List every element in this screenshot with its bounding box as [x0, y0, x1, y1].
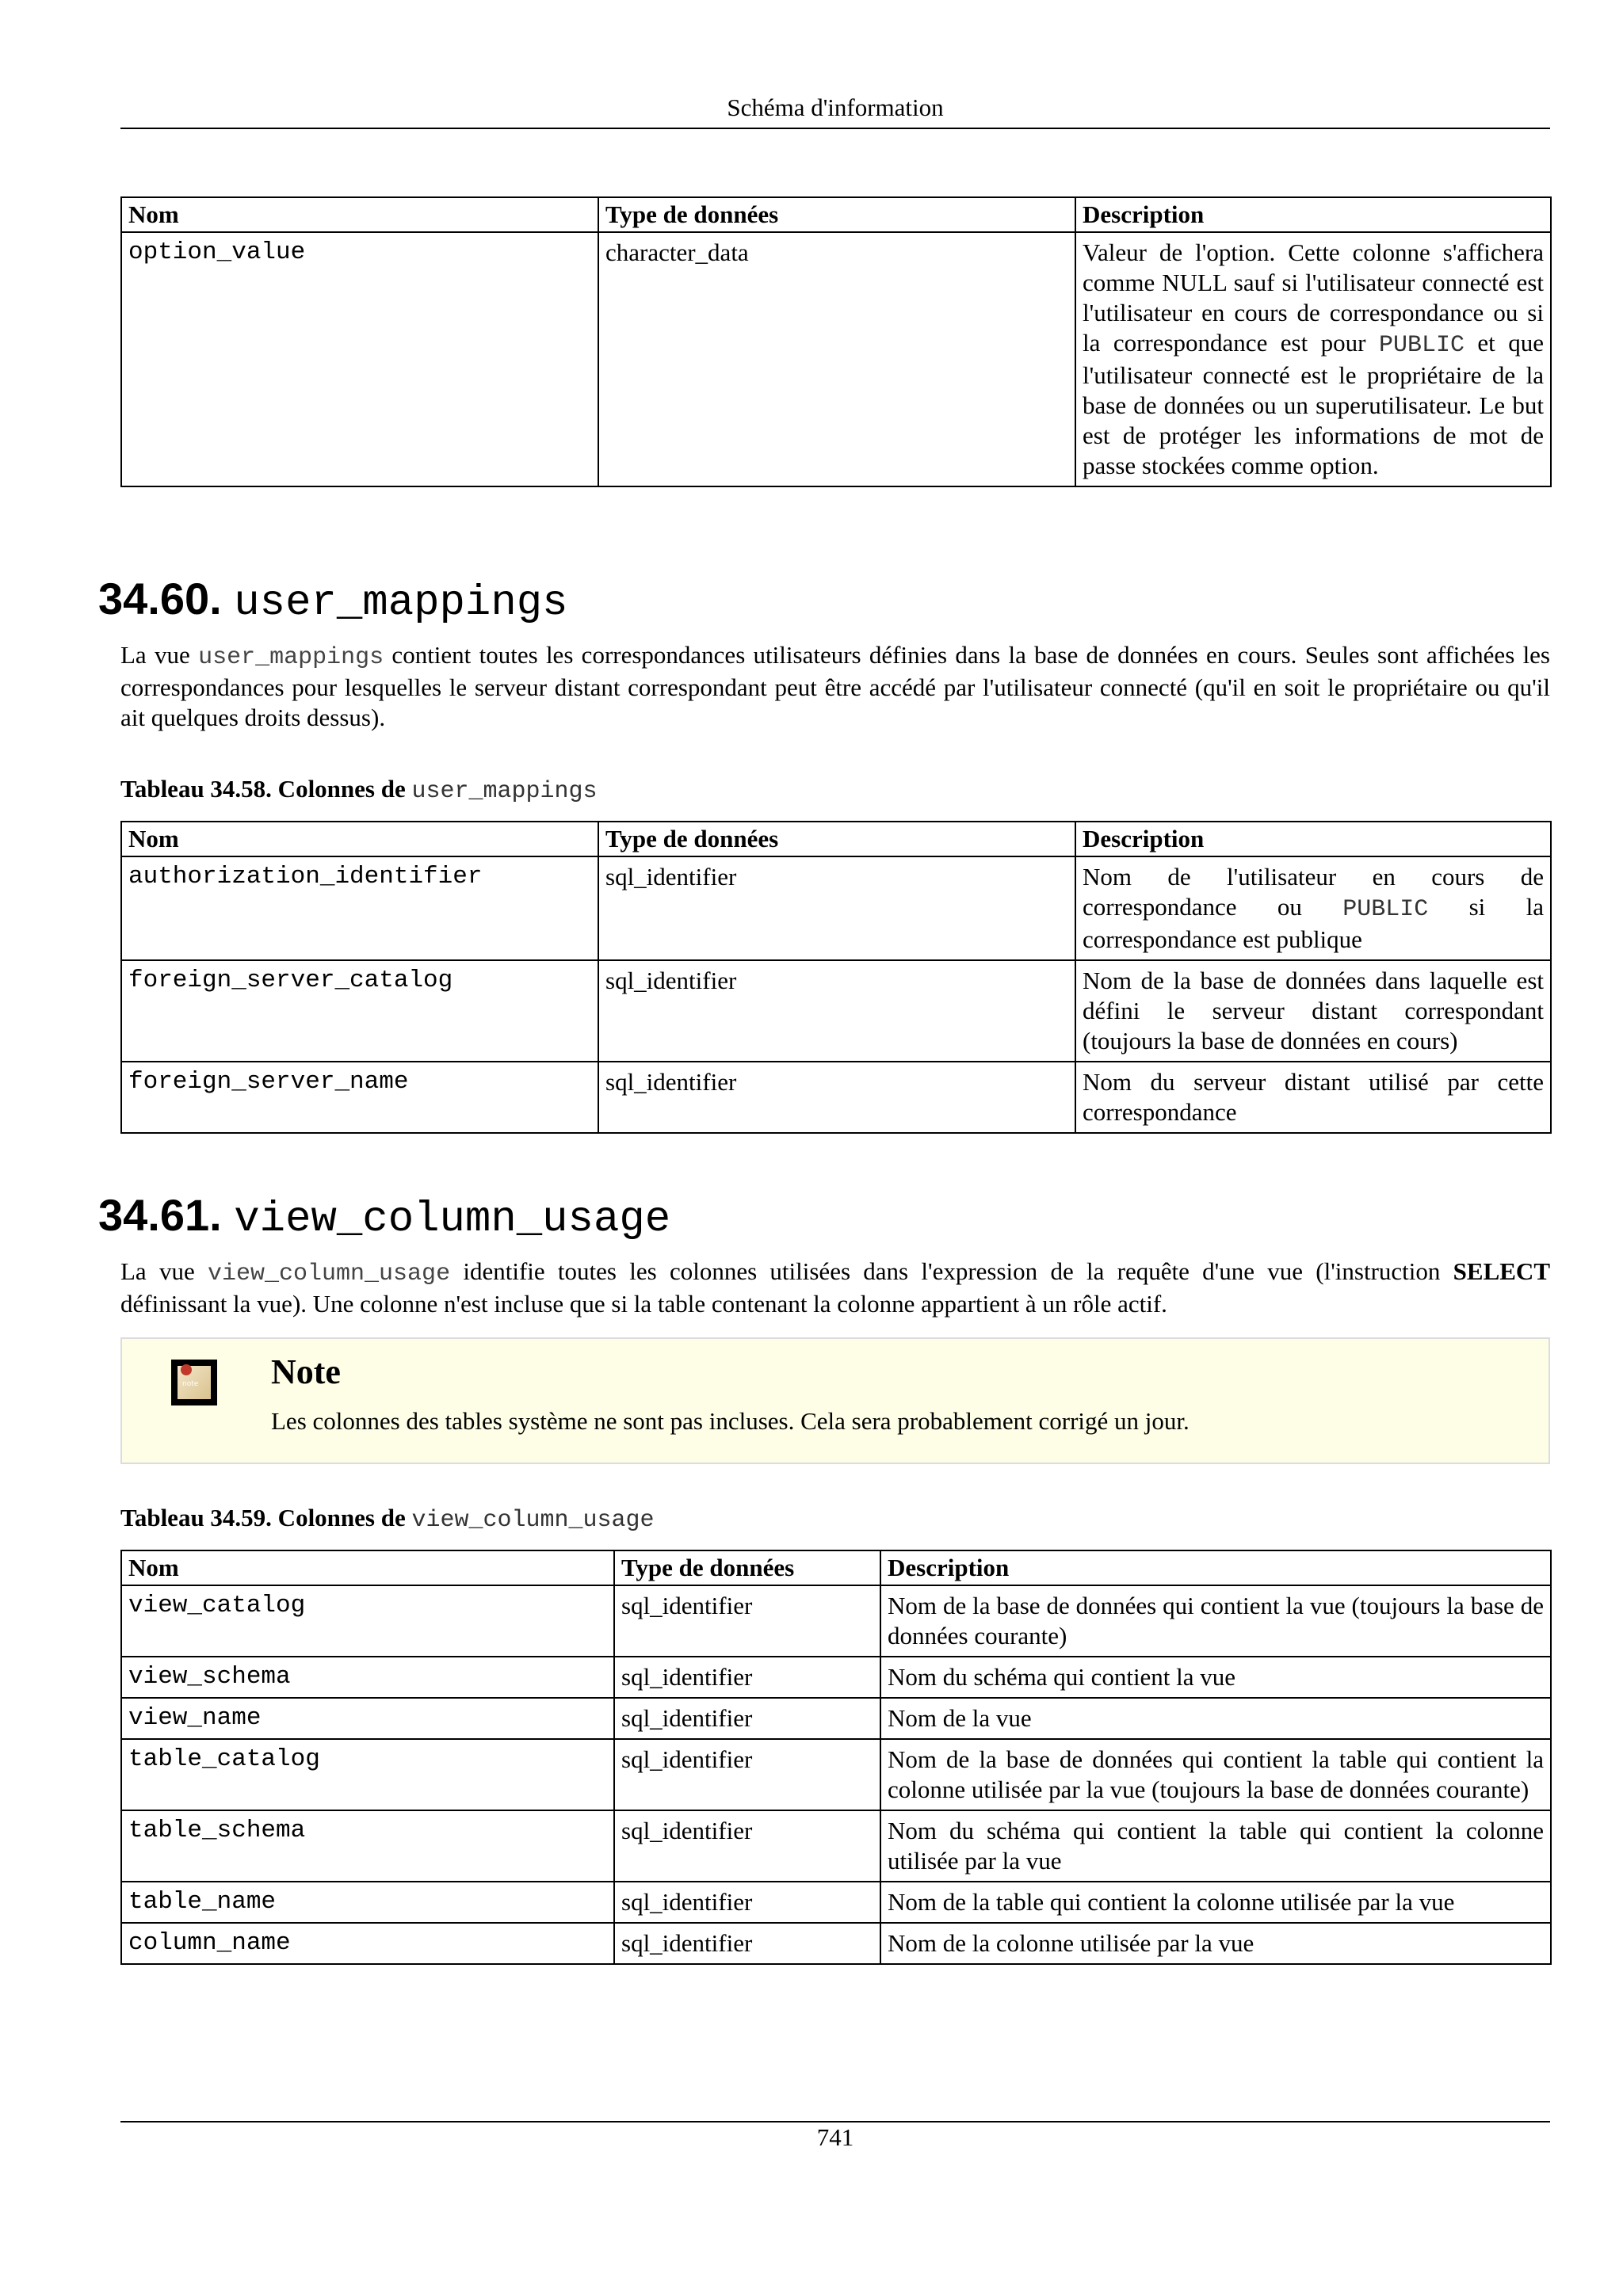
desc-text: Valeur de l'option. Cette colonne s'affichera comme NULL sauf si l'utilisateur connecté est l'utilisateur en cours de correspondance ou si la correspondance est pour — [1083, 238, 1544, 357]
caption-code: user_mappings — [411, 778, 598, 805]
desc-code: PUBLIC — [1342, 896, 1429, 923]
desc-text: et que l'utilisateur connecté est le propriétaire de la base de données ou un superutilisateur. Le but est de protéger les informations de mot de passe stockées comme option. — [1083, 329, 1544, 479]
user-mappings-table — [120, 821, 1552, 1134]
intro-text: contient toutes les correspondances utilisateurs définies dans la base de données en cours. Seules sont affichées les correspondances pour lesquelles le serveur distant correspondant peut être accédé par l'utilisateur connecté (qu'il en soit le propriétaire ou qu'il ait quelques droits dessus). — [120, 641, 1550, 731]
cell-description: Nom du schéma qui contient la vue — [880, 1657, 1551, 1698]
cell-name: table_catalog — [121, 1739, 614, 1810]
intro-text: définissant la vue). Une colonne n'est incluse que si la table contenant la colonne appartient à un rôle actif. — [120, 1290, 1167, 1318]
section-number: 34.61. — [98, 1190, 222, 1240]
cell-name: foreign_server_catalog — [121, 960, 598, 1062]
cell-description: Nom de la table qui contient la colonne utilisée par la vue — [880, 1882, 1551, 1923]
footer-rule — [120, 2121, 1550, 2122]
table-header-row — [121, 1550, 1551, 1585]
cell-name: view_name — [121, 1698, 614, 1739]
cell-description: Nom du schéma qui contient la table qui contient la colonne utilisée par la vue — [880, 1810, 1551, 1882]
cell-description — [1075, 856, 1551, 960]
desc-text: si la correspondance est publique — [1083, 893, 1544, 953]
caption-code: view_column_usage — [411, 1507, 655, 1534]
table-header-row — [121, 822, 1551, 856]
table-row — [121, 232, 1551, 486]
cell-type: sql_identifier — [598, 856, 1075, 960]
cell-type: sql_identifier — [598, 960, 1075, 1062]
header-rule — [120, 128, 1550, 129]
col-header-name: Nom — [121, 1550, 614, 1585]
cell-type: sql_identifier — [598, 1062, 1075, 1133]
cell-description: Nom de la base de données qui contient la vue (toujours la base de données courante) — [880, 1585, 1551, 1657]
table-row — [121, 1923, 1551, 1964]
note-text: Les colonnes des tables système ne sont pas incluses. Cela sera probablement corrigé un jour. — [271, 1407, 1190, 1435]
intro-keyword: SELECT — [1453, 1257, 1550, 1285]
section-number: 34.60. — [98, 574, 222, 624]
col-header-description: Description — [880, 1550, 1551, 1585]
cell-type: sql_identifier — [614, 1882, 880, 1923]
cell-name: foreign_server_name — [121, 1062, 598, 1133]
cell-name: view_schema — [121, 1657, 614, 1698]
table-row — [121, 1882, 1551, 1923]
note-icon-label: note — [182, 1380, 199, 1388]
table-row — [121, 1810, 1551, 1882]
intro-code: view_column_usage — [208, 1261, 451, 1287]
col-header-name: Nom — [121, 822, 598, 856]
top-table — [120, 196, 1552, 487]
intro-text: La vue — [120, 641, 199, 669]
table-row — [121, 1739, 1551, 1810]
col-header-type: Type de données — [598, 822, 1075, 856]
cell-type: sql_identifier — [614, 1585, 880, 1657]
intro-code: user_mappings — [198, 644, 384, 671]
table-row — [121, 1657, 1551, 1698]
table-header-row — [121, 197, 1551, 232]
cell-type: character_data — [598, 232, 1075, 486]
view-column-usage-table — [120, 1550, 1552, 1965]
note-pin-shape — [181, 1364, 192, 1375]
table-row — [121, 856, 1551, 960]
intro-text: La vue — [120, 1257, 208, 1285]
caption-label: Tableau 34.59. Colonnes de — [120, 1504, 412, 1531]
table-row — [121, 1698, 1551, 1739]
cell-type: sql_identifier — [614, 1810, 880, 1882]
intro-text: identifie toutes les colonnes utilisées dans l'expression de la requête d'une vue (l'instruction — [450, 1257, 1453, 1285]
section-table-name: view_column_usage — [234, 1196, 671, 1244]
section-heading-34-61 — [98, 1190, 670, 1245]
desc-text: Nom de l'utilisateur en cours de correspondance ou — [1083, 863, 1544, 921]
col-header-name: Nom — [121, 197, 598, 232]
col-header-type: Type de données — [614, 1550, 880, 1585]
cell-type: sql_identifier — [614, 1923, 880, 1964]
col-header-description: Description — [1075, 822, 1551, 856]
table-row — [121, 1062, 1551, 1133]
cell-name: view_catalog — [121, 1585, 614, 1657]
cell-name: authorization_identifier — [121, 856, 598, 960]
cell-type: sql_identifier — [614, 1739, 880, 1810]
cell-description: Nom de la base de données qui contient la table qui contient la colonne utilisée par la vue (toujours la base de données courante) — [880, 1739, 1551, 1810]
cell-description: Nom de la base de données dans laquelle est défini le serveur distant correspondant (toujours la base de données en cours) — [1075, 960, 1551, 1062]
section-intro — [120, 640, 1550, 733]
cell-description: Nom de la colonne utilisée par la vue — [880, 1923, 1551, 1964]
table-row — [121, 1585, 1551, 1657]
section-intro — [120, 1257, 1550, 1319]
cell-name: option_value — [121, 232, 598, 486]
section-heading-34-60 — [98, 574, 568, 629]
table-caption — [120, 1504, 655, 1534]
desc-code: PUBLIC — [1378, 332, 1465, 359]
cell-name: table_name — [121, 1882, 614, 1923]
col-header-description: Description — [1075, 197, 1551, 232]
cell-type: sql_identifier — [614, 1698, 880, 1739]
cell-name: table_schema — [121, 1810, 614, 1882]
cell-type: sql_identifier — [614, 1657, 880, 1698]
cell-description: Nom du serveur distant utilisé par cette correspondance — [1075, 1062, 1551, 1133]
caption-label: Tableau 34.58. Colonnes de — [120, 775, 412, 803]
cell-description — [1075, 232, 1551, 486]
table-caption — [120, 775, 598, 805]
running-header: Schéma d'information — [727, 93, 944, 121]
col-header-type: Type de données — [598, 197, 1075, 232]
note-box — [120, 1337, 1550, 1464]
table-row — [121, 960, 1551, 1062]
section-table-name: user_mappings — [234, 579, 568, 627]
cell-description: Nom de la vue — [880, 1698, 1551, 1739]
page-number: 741 — [816, 2123, 854, 2151]
note-icon — [171, 1360, 217, 1405]
cell-name: column_name — [121, 1923, 614, 1964]
note-title: Note — [271, 1352, 341, 1391]
